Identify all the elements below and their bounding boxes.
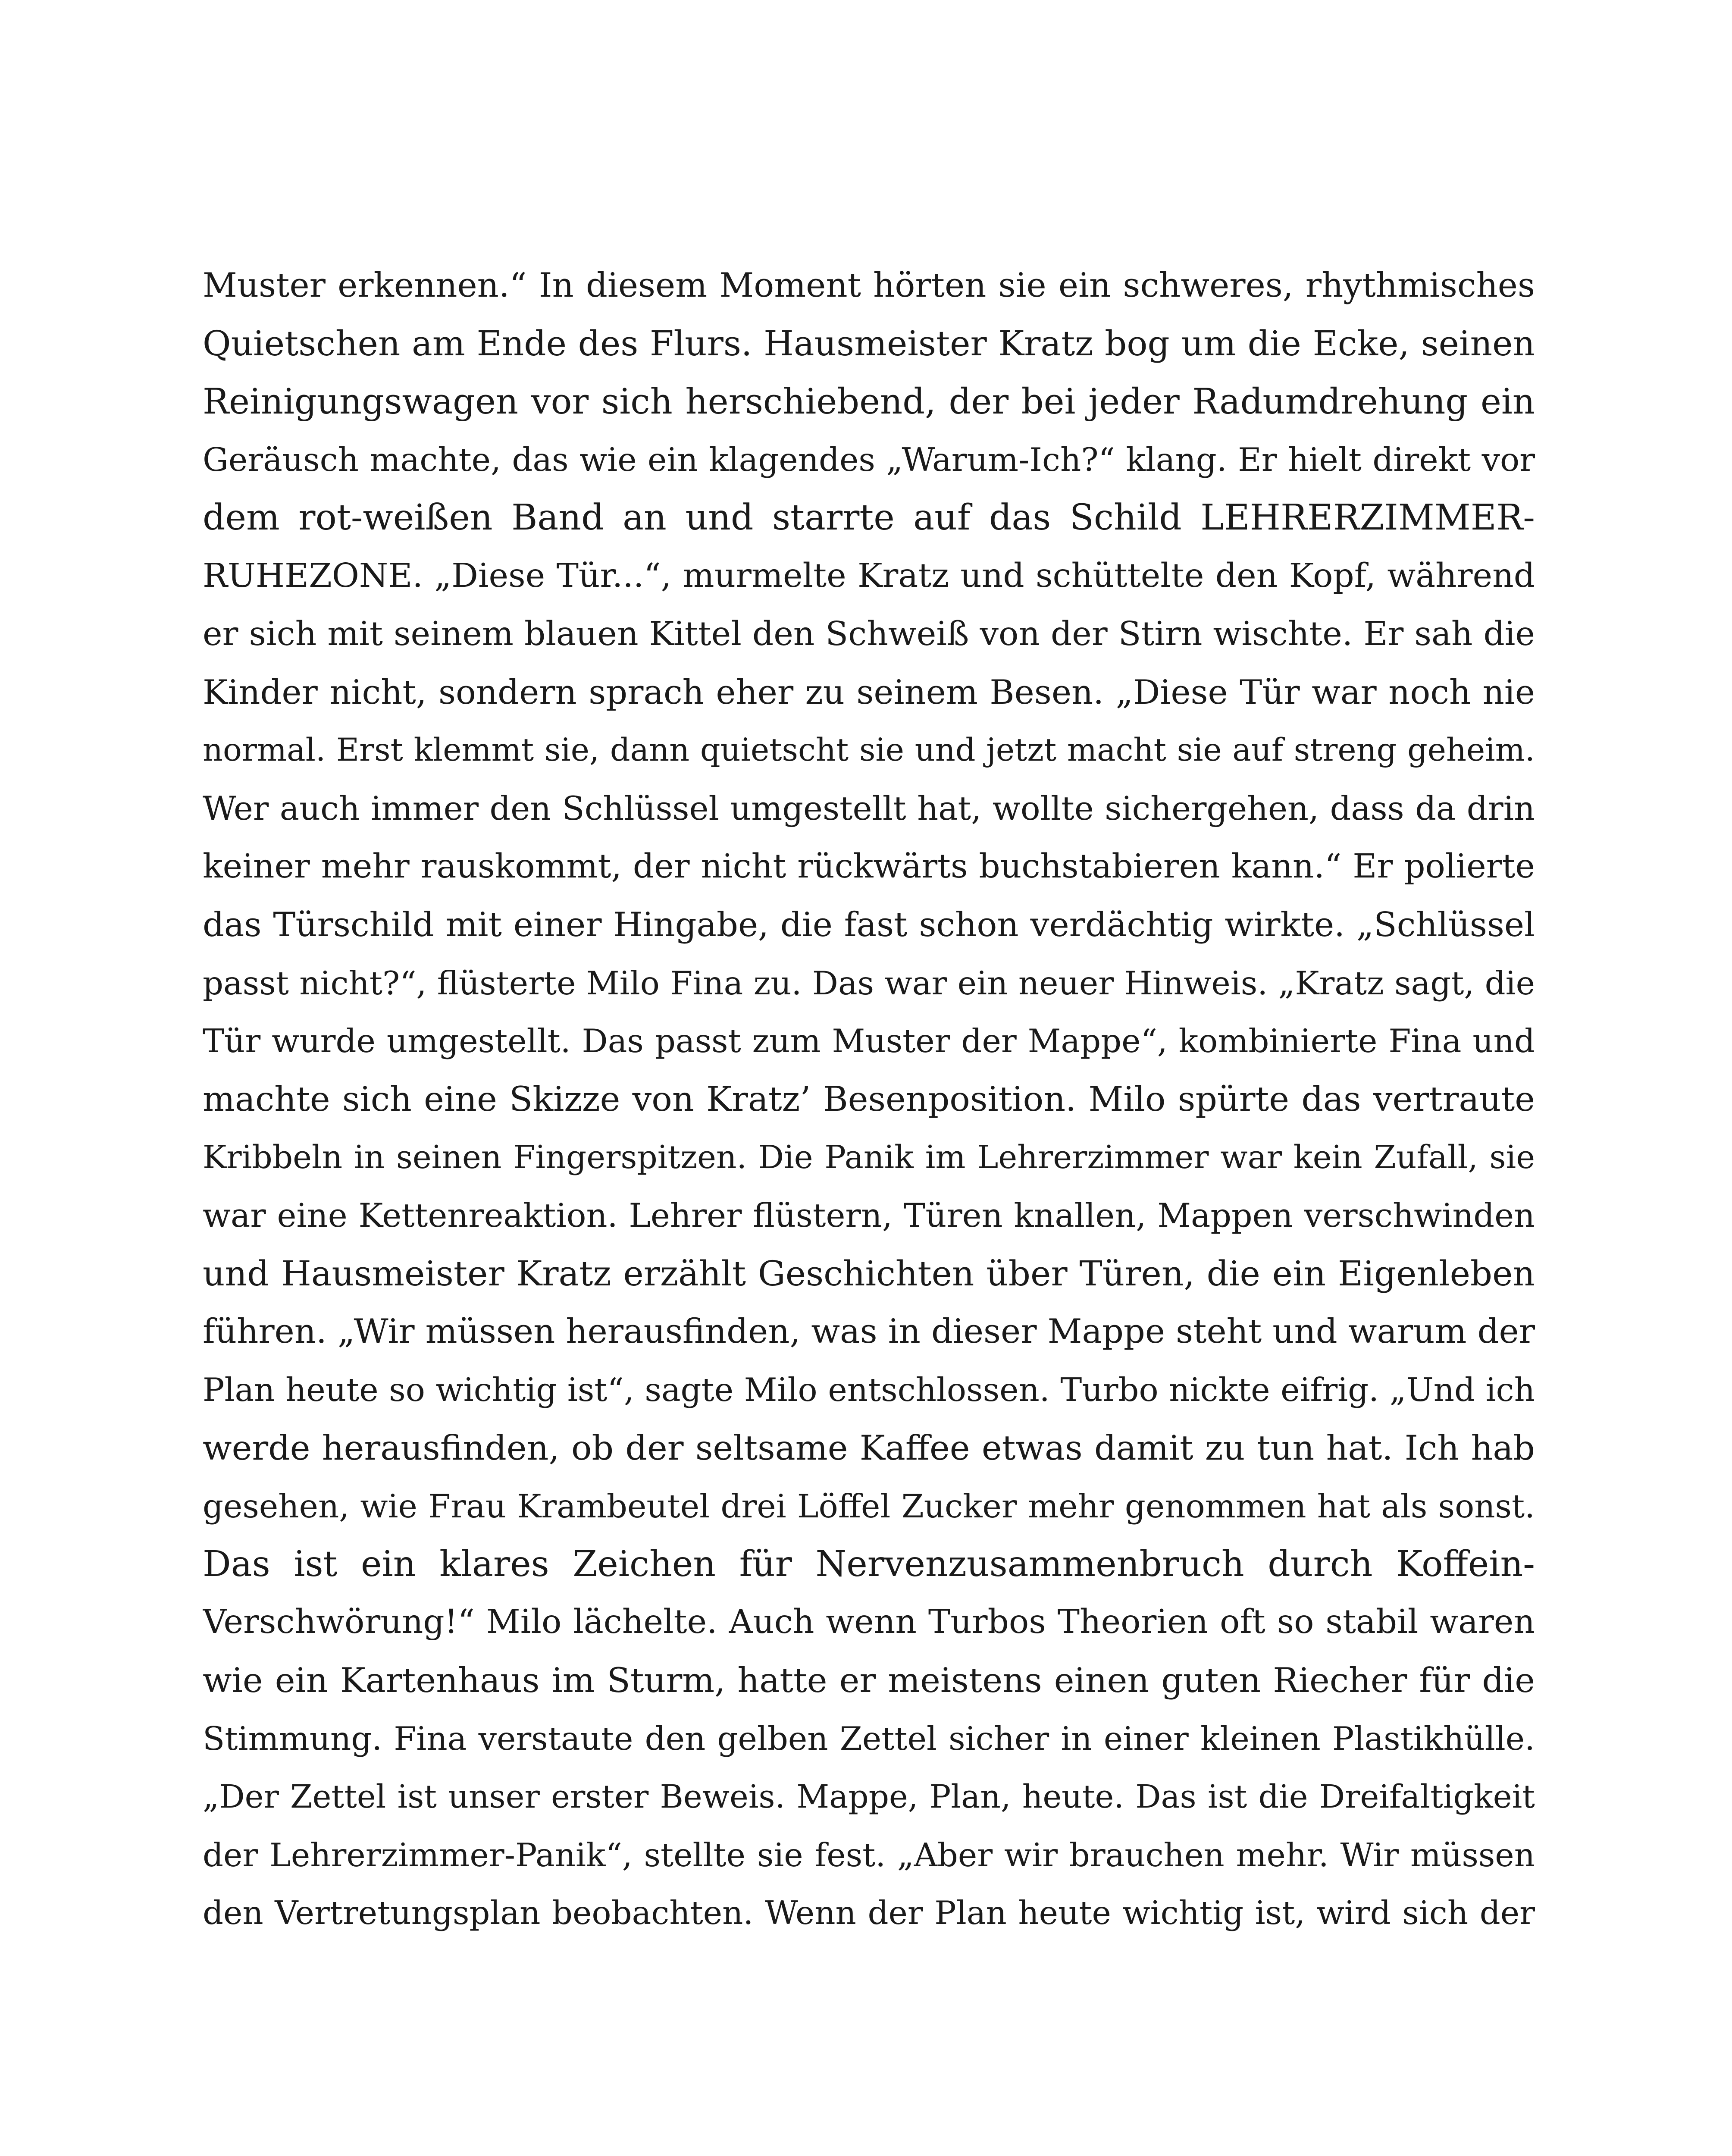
text-line: der Lehrerzimmer-Panik“, stellte sie fest. „Aber wir brauchen mehr. Wir müssen <box>203 1836 1535 1874</box>
text-line: machte sich eine Skizze von Kratz’ Besenposition. Milo spürte das vertraute <box>203 1079 1535 1119</box>
text-line: war eine Kettenreaktion. Lehrer flüstern, Türen knallen, Mappen verschwinden <box>203 1196 1535 1235</box>
text-line: wie ein Kartenhaus im Sturm, hatte er meistens einen guten Riecher für die <box>203 1661 1535 1701</box>
body-text <box>203 257 1535 1942</box>
text-line: Kribbeln in seinen Fingerspitzen. Die Panik im Lehrerzimmer war kein Zufall, sie <box>203 1138 1535 1176</box>
text-line: Verschwörung!“ Milo lächelte. Auch wenn Turbos Theorien oft so stabil waren <box>203 1603 1535 1642</box>
text-line: Plan heute so wichtig ist“, sagte Milo entschlossen. Turbo nickte eifrig. „Und ich <box>203 1371 1535 1409</box>
text-line: Tür wurde umgestellt. Das passt zum Muster der Mappe“, kombinierte Fina und <box>203 1022 1535 1060</box>
text-line: den Vertretungsplan beobachten. Wenn der Plan heute wichtig ist, wird sich der <box>203 1894 1535 1932</box>
text-line: er sich mit seinem blauen Kittel den Schweiß von der Stirn wischte. Er sah die <box>203 614 1535 653</box>
text-line: Geräusch machte, das wie ein klagendes „Warum-Ich?“ klang. Er hielt direkt vor <box>203 441 1535 479</box>
text-line: das Türschild mit einer Hingabe, die fast schon verdächtig wirkte. „Schlüssel <box>203 905 1535 944</box>
text-line: RUHEZONE. „Diese Tür...“, murmelte Kratz und schüttelte den Kopf, während <box>203 556 1535 595</box>
text-line: Wer auch immer den Schlüssel umgestellt hat, wollte sichergehen, dass da drin <box>203 789 1535 828</box>
text-line: führen. „Wir müssen herausfinden, was in dieser Mappe steht und warum der <box>203 1312 1535 1351</box>
text-line: „Der Zettel ist unser erster Beweis. Mappe, Plan, heute. Das ist die Dreifaltigkeit <box>203 1778 1535 1815</box>
text-line: werde herausfinden, ob der seltsame Kaffee etwas damit zu tun hat. Ich hab <box>203 1428 1535 1468</box>
text-line: gesehen, wie Frau Krambeutel drei Löffel Zucker mehr genommen hat als sonst. <box>203 1487 1535 1525</box>
text-line: Das ist ein klares Zeichen für Nervenzusammenbruch durch Koffein- <box>203 1543 1535 1585</box>
text-line: Reinigungswagen vor sich herschiebend, der bei jeder Radumdrehung ein <box>203 381 1535 422</box>
text-line: keiner mehr rauskommt, der nicht rückwärts buchstabieren kann.“ Er polierte <box>203 847 1535 886</box>
text-line: und Hausmeister Kratz erzählt Geschichten über Türen, die ein Eigenleben <box>203 1253 1535 1294</box>
text-line: normal. Erst klemmt sie, dann quietscht sie und jetzt macht sie auf streng geheim. <box>203 732 1535 769</box>
text-line: Quietschen am Ende des Flurs. Hausmeister Kratz bog um die Ecke, seinen <box>203 323 1535 364</box>
text-line: Stimmung. Fina verstaute den gelben Zettel sicher in einer kleinen Plastikhülle. <box>203 1719 1535 1758</box>
text-line: dem rot-weißen Band an und starrte auf das Schild LEHRERZIMMER- <box>203 497 1535 539</box>
text-line: Muster erkennen.“ In diesem Moment hörten sie ein schweres, rhythmisches <box>203 266 1535 305</box>
text-line: passt nicht?“, flüsterte Milo Fina zu. Das war ein neuer Hinweis. „Kratz sagt, die <box>203 964 1535 1002</box>
text-line: Kinder nicht, sondern sprach eher zu seinem Besen. „Diese Tür war noch nie <box>203 673 1535 712</box>
